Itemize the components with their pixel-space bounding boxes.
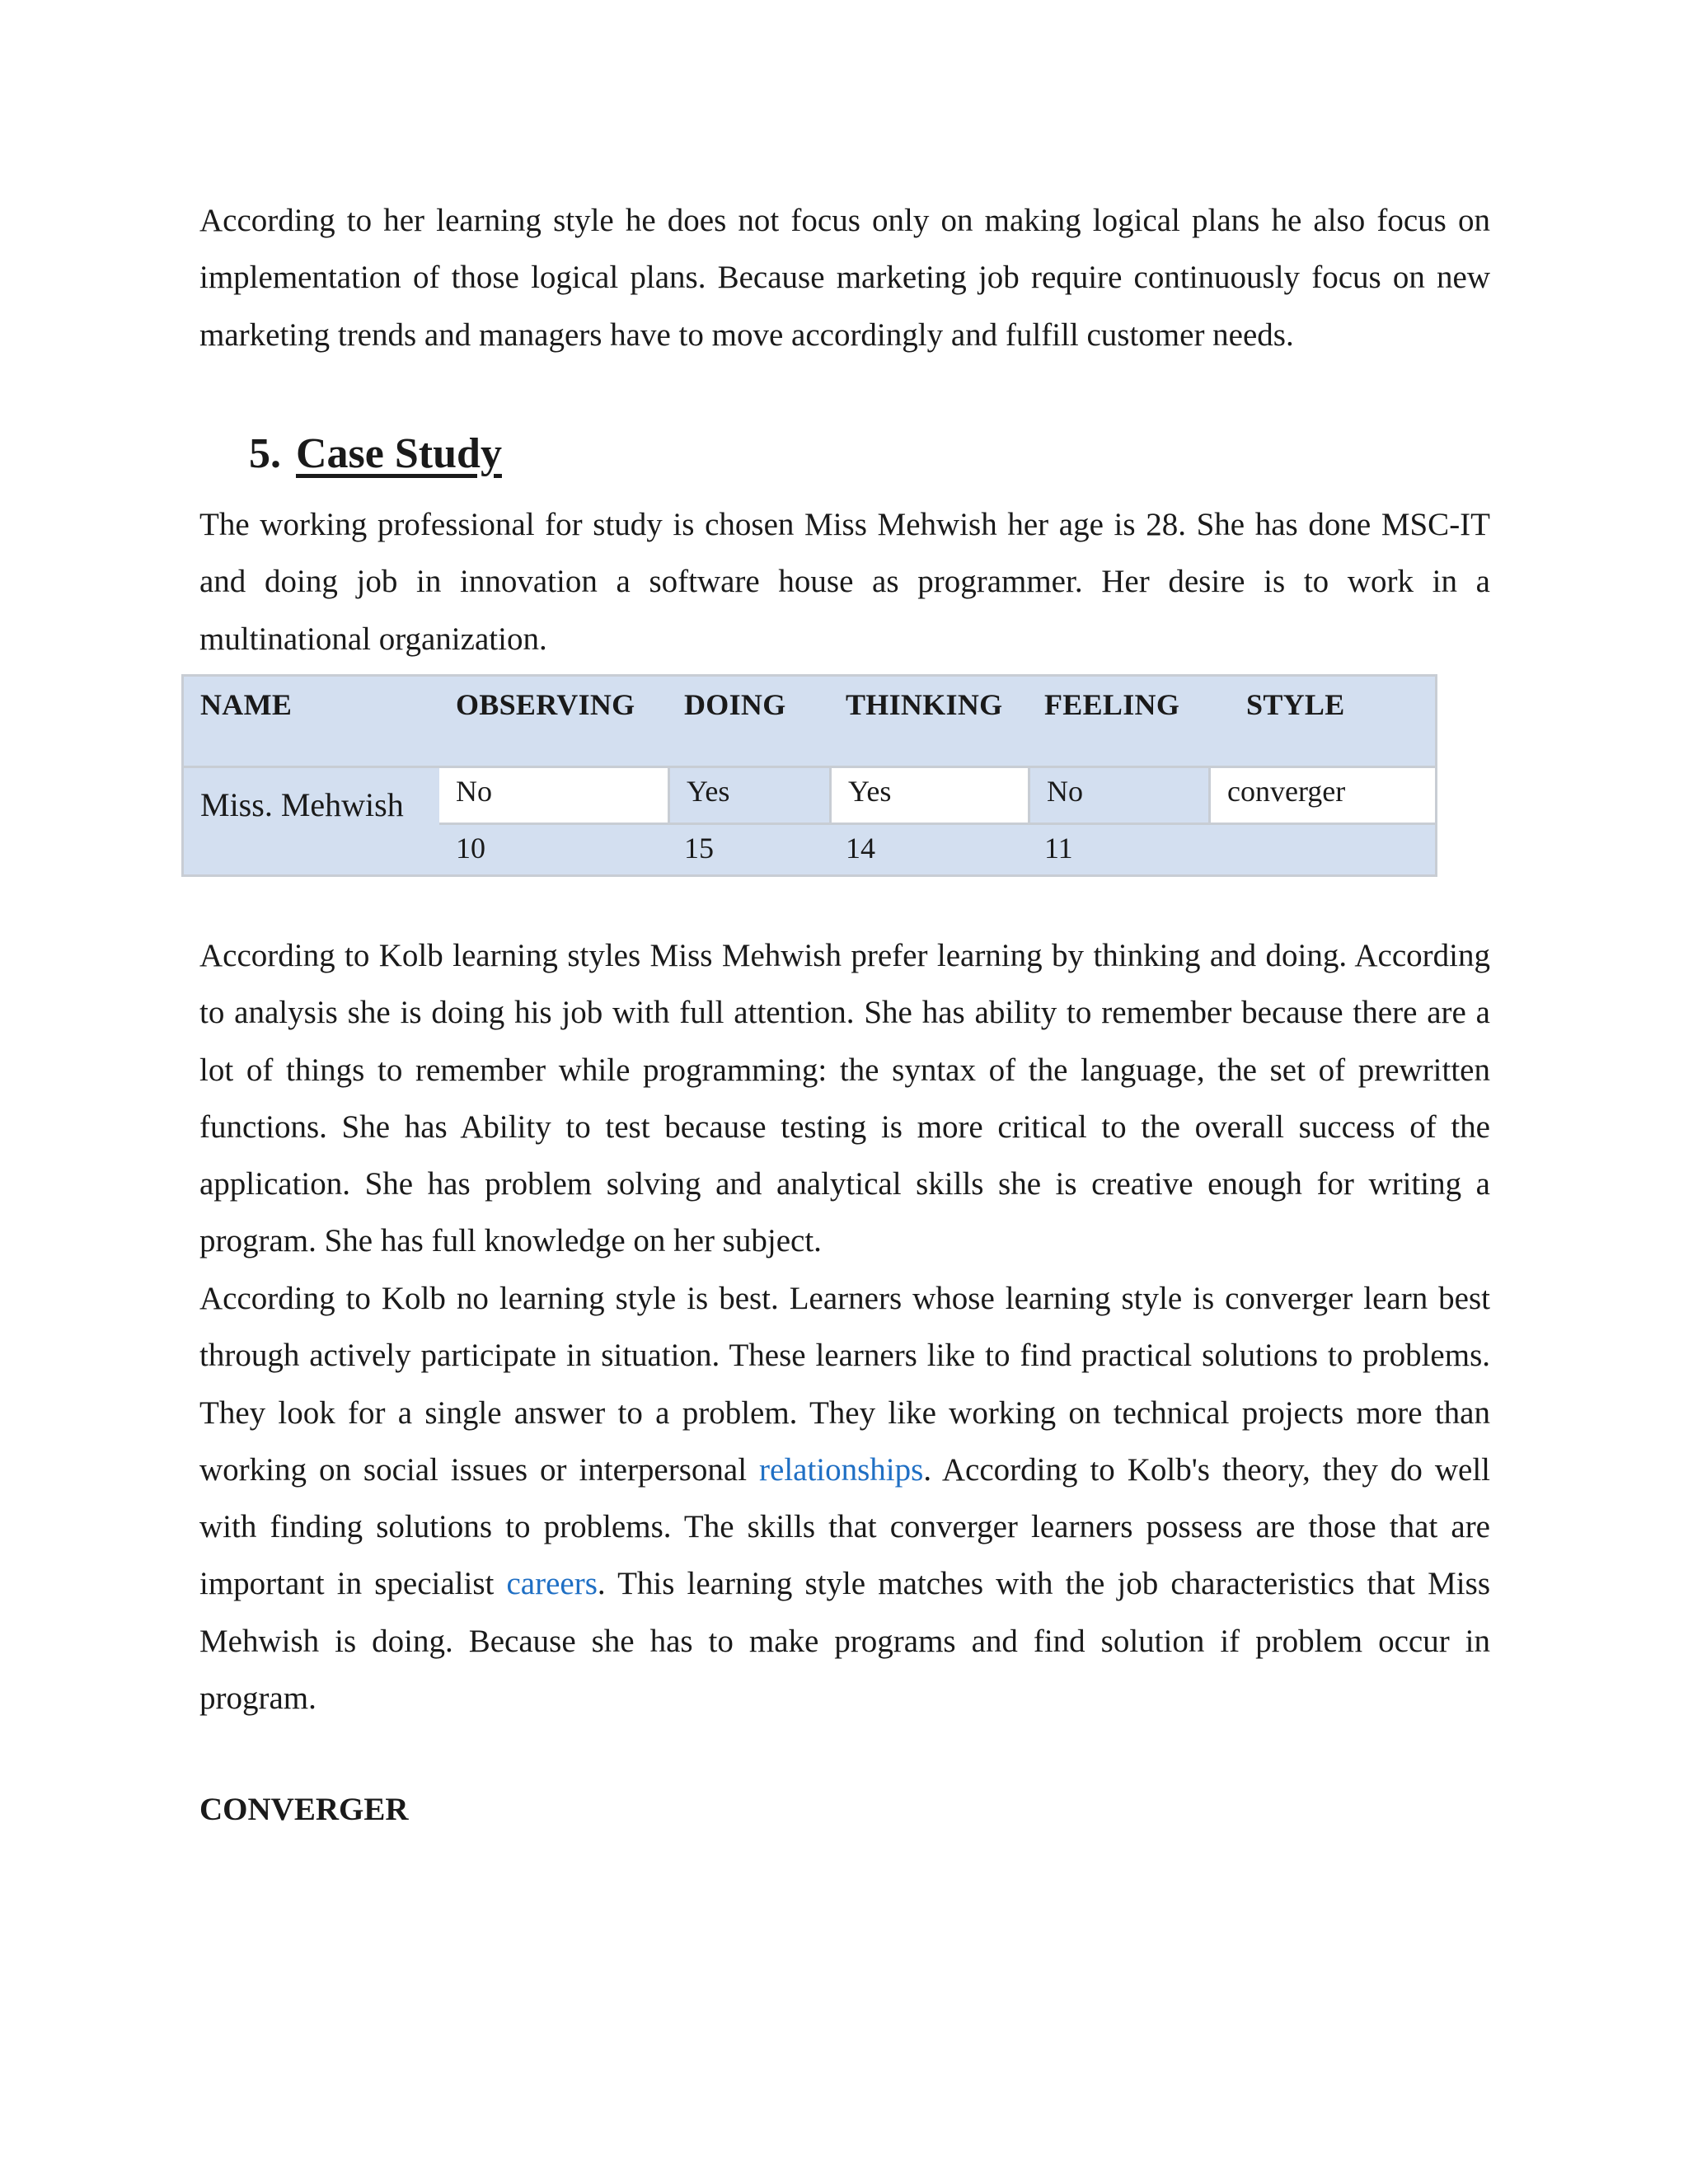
score-observing: 10 <box>456 832 485 865</box>
answer-doing: Yes <box>668 768 829 823</box>
header-feeling: FEELING <box>1044 688 1180 721</box>
learning-style-table <box>181 674 1437 877</box>
table-header-row <box>184 677 1435 768</box>
case-intro-paragraph: The working professional for study is chosen Miss Mehwish her age is 28. She has done MSC-IT and doing job in innovation a software house as programmer. Her desire is to work in a multinational organization. <box>199 507 1490 657</box>
section-title: Case Study <box>296 430 502 477</box>
converger-label: CONVERGER <box>199 1792 409 1827</box>
answer-feeling: No <box>1028 768 1208 823</box>
answers-row <box>439 768 1435 825</box>
kolb-text-2: . According to Kolb's theory, they do well with finding solutions to problems. The skills that converger learners possess are those that are important in specialist <box>199 1451 1490 1602</box>
header-observing: OBSERVING <box>456 688 635 721</box>
scores-row <box>439 825 1435 874</box>
answer-style: converger <box>1208 768 1435 823</box>
header-name: NAME <box>200 688 293 721</box>
section-heading <box>249 425 502 483</box>
score-doing: 15 <box>684 832 714 865</box>
kolb-text-1: According to Kolb no learning style is best. Learners whose learning style is converger learn best through actively participate in situation. These learners like to find practical solutions to problems. They look for a single answer to a problem. They like working on technical projects more than working on social issues or interpersonal <box>199 1281 1490 1488</box>
analysis-paragraph: According to Kolb learning styles Miss Mehwish prefer learning by thinking and doing. According to analysis she is doing his job with full attention. She has ability to remember because there are a lot of things to remember while programming: the syntax of the language, the set of prewritten functions. She has Ability to test because testing is more critical to the overall success of the application. She has problem solving and analytical skills she is creative enough for writing a program. She has full knowledge on her subject. <box>199 938 1490 1259</box>
answer-thinking: Yes <box>829 768 1028 823</box>
score-thinking: 14 <box>846 832 875 865</box>
score-feeling: 11 <box>1044 832 1073 865</box>
kolb-paragraph <box>199 1270 1490 1727</box>
answer-observing: No <box>439 768 668 823</box>
header-doing: DOING <box>684 688 786 721</box>
kolb-text-3: . This learning style matches with the job characteristics that Miss Mehwish is doing. Because she has to make programs and find solution if problem occur in program. <box>199 1566 1490 1717</box>
header-style: STYLE <box>1246 688 1345 721</box>
section-number: 5. <box>249 430 281 477</box>
intro-paragraph: According to her learning style he does not focus only on making logical plans he also focus on implementation of those logical plans. Because marketing job require continuously focus on new marketing trends and managers have to move accordingly and fulfill customer needs. <box>199 203 1490 353</box>
person-name-cell: Miss. Mehwish <box>200 786 404 823</box>
relationships-link[interactable]: relationships <box>759 1451 924 1488</box>
careers-link[interactable]: careers <box>506 1566 598 1602</box>
header-thinking: THINKING <box>846 688 1003 721</box>
